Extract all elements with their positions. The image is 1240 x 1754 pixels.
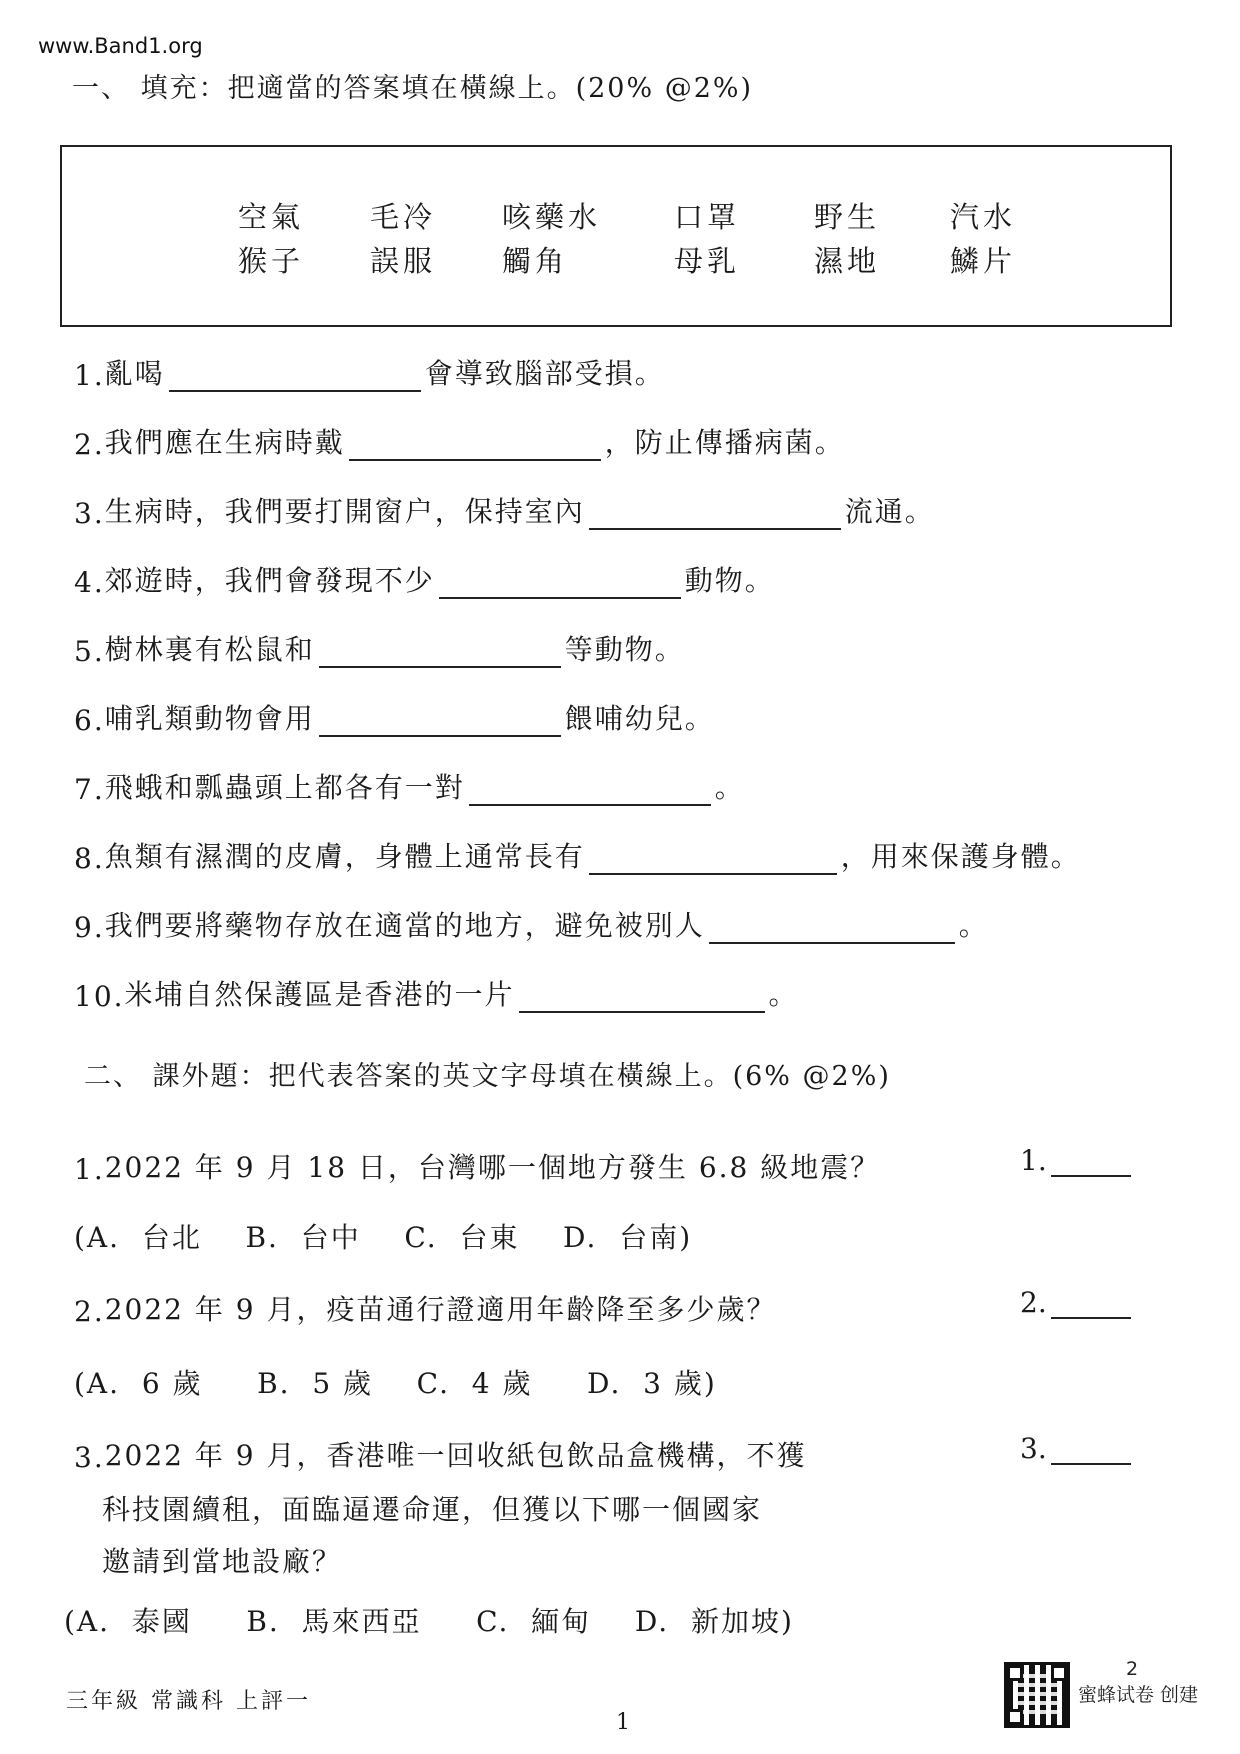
fill-question-7: 7. 飛蛾和瓢蟲頭上都各有一對 。 bbox=[74, 771, 745, 806]
section1-title: 一、 填充：把適當的答案填在橫線上。(20% @2%) bbox=[72, 73, 754, 104]
answer-blank[interactable] bbox=[319, 636, 561, 668]
mc-answer-3: 3. bbox=[1020, 1432, 1135, 1465]
corner-page-number: 2 bbox=[1126, 1658, 1139, 1680]
word-bank bbox=[60, 145, 1172, 327]
answer-blank[interactable] bbox=[169, 360, 421, 392]
word-bank-item: 汽水 bbox=[950, 200, 1017, 234]
answer-blank[interactable] bbox=[589, 843, 837, 875]
brand-label: 蜜蜂试卷 创建 bbox=[1078, 1684, 1199, 1706]
answer-blank[interactable] bbox=[709, 912, 955, 944]
fill-question-2: 2. 我們應在生病時戴 ，防止傳播病菌。 bbox=[74, 426, 845, 461]
answer-blank[interactable] bbox=[1051, 1287, 1131, 1319]
section2-title: 二、 課外題：把代表答案的英文字母填在橫線上。(6% @2%) bbox=[84, 1061, 891, 1092]
fill-question-4: 4. 郊遊時，我們會發現不少 動物。 bbox=[74, 564, 775, 599]
mc-options-2: (A. 6 歲 B. 5 歲 C. 4 歲 D. 3 歲) bbox=[74, 1367, 717, 1400]
footer-course-label: 三年級 常識科 上評一 bbox=[66, 1689, 311, 1714]
word-bank-item: 觸角 bbox=[502, 244, 569, 278]
word-bank-item: 咳藥水 bbox=[502, 200, 602, 234]
answer-blank[interactable] bbox=[349, 429, 601, 461]
mc-question-3: 3. 2022 年 9 月，香港唯一回收紙包飲品盒機構，不獲 bbox=[74, 1439, 807, 1474]
word-bank-item: 空氣 bbox=[238, 200, 305, 234]
mc-answer-1: 1. bbox=[1020, 1144, 1135, 1177]
fill-question-10: 10. 米埔自然保護區是香港的一片 。 bbox=[74, 978, 799, 1013]
mc-question-3-line-2: 科技園續租，面臨逼遷命運，但獲以下哪一個國家 bbox=[102, 1493, 763, 1526]
answer-blank[interactable] bbox=[589, 498, 841, 530]
word-bank-item: 鱗片 bbox=[950, 244, 1017, 278]
mc-question-3-line-3: 邀請到當地設廠？ bbox=[102, 1545, 343, 1578]
mc-options-3: (A. 泰國 B. 馬來西亞 C. 緬甸 D. 新加坡) bbox=[64, 1605, 794, 1638]
fill-question-9: 9. 我們要將藥物存放在適當的地方，避免被別人 。 bbox=[74, 909, 989, 944]
answer-blank[interactable] bbox=[519, 981, 765, 1013]
fill-question-1: 1. 亂喝 會導致腦部受損。 bbox=[74, 357, 665, 392]
word-bank-item: 誤服 bbox=[370, 244, 437, 278]
answer-blank[interactable] bbox=[1051, 1433, 1131, 1465]
fill-question-8: 8. 魚類有濕潤的皮膚，身體上通常長有 ，用來保護身體。 bbox=[74, 840, 1081, 875]
qr-code-icon[interactable] bbox=[1004, 1662, 1070, 1728]
answer-blank[interactable] bbox=[1051, 1145, 1131, 1177]
fill-question-3: 3. 生病時，我們要打開窗户，保持室內 流通。 bbox=[74, 495, 935, 530]
word-bank-item: 毛冷 bbox=[370, 200, 437, 234]
mc-question-2: 2. 2022 年 9 月，疫苗通行證適用年齡降至多少歲？ bbox=[74, 1293, 777, 1328]
fill-question-6: 6. 哺乳類動物會用 餵哺幼兒。 bbox=[74, 702, 715, 737]
word-bank-item: 野生 bbox=[814, 200, 881, 234]
word-bank-item: 母乳 bbox=[674, 244, 741, 278]
answer-blank[interactable] bbox=[469, 774, 711, 806]
mc-answer-2: 2. bbox=[1020, 1286, 1135, 1319]
mc-question-1: 1. 2022 年 9 月 18 日，台灣哪一個地方發生 6.8 級地震？ bbox=[74, 1151, 881, 1186]
answer-blank[interactable] bbox=[319, 705, 561, 737]
word-bank-item: 口罩 bbox=[674, 200, 741, 234]
fill-question-5: 5. 樹林裏有松鼠和 等動物。 bbox=[74, 633, 685, 668]
mc-options-1: (A. 台北 B. 台中 C. 台東 D. 台南) bbox=[74, 1221, 693, 1254]
site-url: www.Band1.org bbox=[38, 34, 203, 58]
word-bank-item: 猴子 bbox=[238, 244, 305, 278]
answer-blank[interactable] bbox=[439, 567, 681, 599]
page-number: 1 bbox=[616, 1710, 633, 1735]
word-bank-item: 濕地 bbox=[814, 244, 881, 278]
